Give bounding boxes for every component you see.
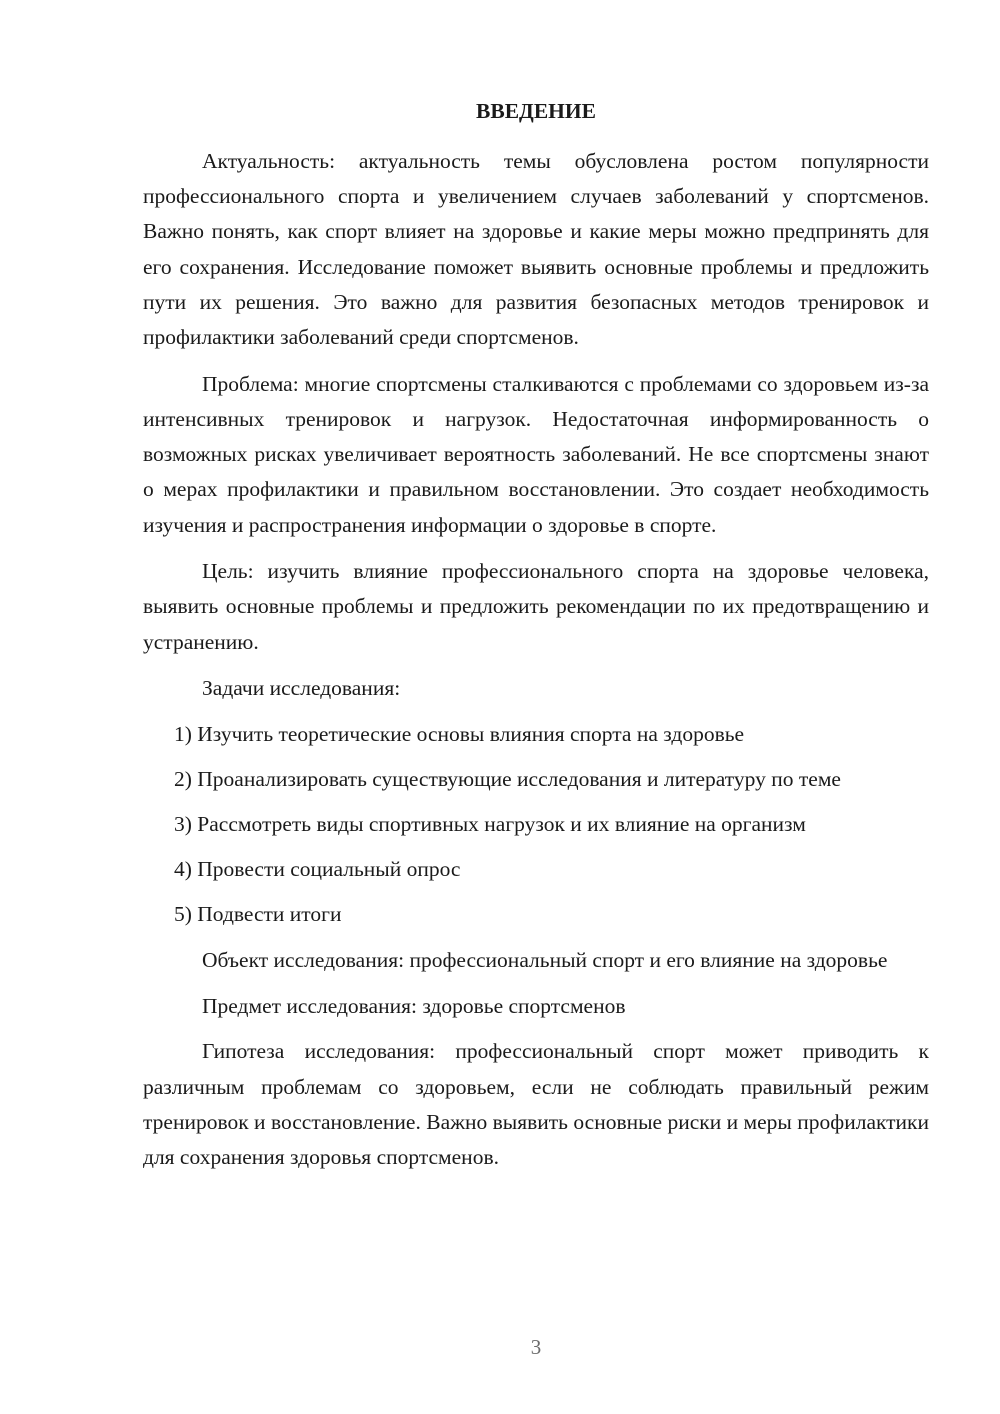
task-item-1: 1) Изучить теоретические основы влияния спорта на здоровье bbox=[174, 721, 745, 746]
task-item-5: 5) Подвести итоги bbox=[174, 902, 342, 927]
page-number: 3 bbox=[530, 1335, 542, 1359]
paragraph-object: Объект исследования: профессиональный спорт и его влияние на здоровье bbox=[202, 947, 888, 972]
paragraph-relevance: Актуальность: актуальность темы обусловлена ростом популярности профессионального спорта и увеличением случаев заболеваний у спортсменов. Важно понять, как спорт влияет на здоровье и какие меры можно предпринять для его сохранения. Исследование поможет выявить основные проблемы и предложить пути их решения. Это важно для развития безопасных методов тренировок и профилактики заболеваний среди спортсменов. bbox=[143, 149, 929, 350]
task-item-2: 2) Проанализировать существующие исследования и литературу по теме bbox=[174, 766, 841, 791]
task-item-3: 3) Рассмотреть виды спортивных нагрузок и их влияние на организм bbox=[174, 811, 806, 836]
paragraph-problem: Проблема: многие спортсмены сталкиваются с проблемами со здоровьем из-за интенсивных тренировок и нагрузок. Недостаточная информированность о возможных рисках увеличивает вероятность заболеваний. Не все спортсмены знают о мерах профилактики и правильном восстановлении. Это создает необходимость изучения и распространения информации о здоровье в спорте. bbox=[143, 371, 929, 537]
paragraph-subject: Предмет исследования: здоровье спортсменов bbox=[202, 994, 626, 1019]
task-item-4: 4) Провести социальный опрос bbox=[174, 857, 461, 882]
paragraph-hypothesis: Гипотеза исследования: профессиональный спорт может приводить к различным проблемам со здоровьем, если не соблюдать правильный режим тренировок и восстановление. Важно выявить основные риски и меры профилактики для сохранения здоровья спортсменов. bbox=[143, 1039, 929, 1170]
tasks-heading: Задачи исследования: bbox=[202, 676, 401, 701]
document-body bbox=[143, 144, 929, 1187]
page-title: ВВЕДЕНИЕ bbox=[476, 99, 596, 123]
paragraph-goal: Цель: изучить влияние профессионального спорта на здоровье человека, выявить основные проблемы и предложить рекомендации по их предотвращению и устранению. bbox=[143, 559, 929, 654]
